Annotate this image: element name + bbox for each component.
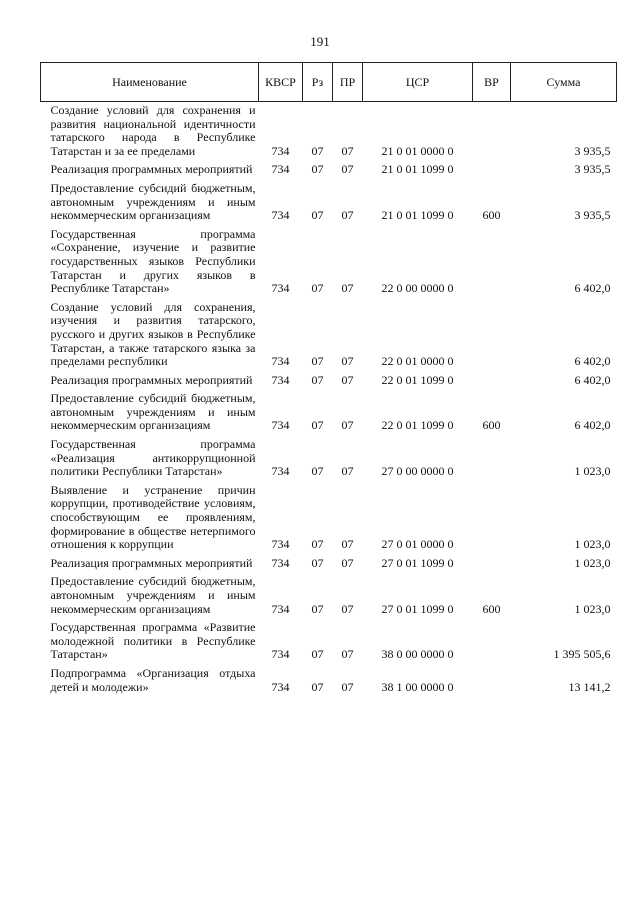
row-sum: 13 141,2 <box>568 679 611 694</box>
row-kvsr: 734 <box>271 354 290 369</box>
row-rz: 07 <box>311 555 324 570</box>
row-kvsr: 734 <box>271 281 290 296</box>
row-kvsr: 734 <box>271 418 290 433</box>
row-vr <box>473 619 511 665</box>
row-csr: 27 0 01 0000 0 <box>381 537 454 552</box>
row-rz: 07 <box>311 537 324 552</box>
row-csr: 22 0 01 0000 0 <box>381 354 454 369</box>
column-header-name: Наименование <box>41 63 259 102</box>
row-kvsr: 734 <box>271 372 290 387</box>
row-csr: 22 0 01 1099 0 <box>381 372 454 387</box>
row-pr: 07 <box>341 281 354 296</box>
row-sum: 3 935,5 <box>574 143 611 158</box>
table-row <box>41 555 617 574</box>
row-vr: 600 <box>482 418 501 433</box>
column-header-kvsr: КВСР <box>259 63 303 102</box>
row-sum: 1 395 505,6 <box>553 647 611 662</box>
page-number: 191 <box>310 34 330 49</box>
row-sum: 3 935,5 <box>574 208 611 223</box>
row-vr <box>473 102 511 162</box>
row-name: Реализация программных мероприятий <box>50 372 253 387</box>
row-rz: 07 <box>311 464 324 479</box>
row-name: Предоставление субсидий бюджетным, автономным учреждениям и иным некоммерческим организациям <box>50 574 256 616</box>
row-kvsr: 734 <box>271 464 290 479</box>
row-vr <box>473 372 511 391</box>
row-kvsr: 734 <box>271 601 290 616</box>
row-name: Предоставление субсидий бюджетным, автономным учреждениям и иным некоммерческим организациям <box>50 180 256 223</box>
row-vr <box>473 226 511 299</box>
row-sum: 6 402,0 <box>574 418 611 433</box>
row-pr: 07 <box>341 464 354 479</box>
table-row <box>41 180 617 226</box>
row-name: Подпрограмма «Организация отдыха детей и молодежи» <box>50 665 256 694</box>
row-kvsr: 734 <box>271 143 290 158</box>
row-kvsr: 734 <box>271 537 290 552</box>
row-rz: 07 <box>311 647 324 662</box>
row-vr <box>473 161 511 180</box>
table-row <box>41 436 617 482</box>
row-name: Государственная программа «Реализация антикоррупционной политики Республики Татарстан» <box>50 437 256 479</box>
row-sum: 1 023,0 <box>574 537 611 552</box>
row-vr <box>473 555 511 574</box>
row-pr: 07 <box>341 418 354 433</box>
row-sum: 1 023,0 <box>574 555 611 570</box>
table-row <box>41 102 617 162</box>
row-pr: 07 <box>341 647 354 662</box>
column-header-csr: ЦСР <box>363 63 473 102</box>
row-name: Предоставление субсидий бюджетным, автономным учреждениям и иным некоммерческим организациям <box>50 391 256 433</box>
row-pr: 07 <box>341 208 354 223</box>
table-row <box>41 665 617 697</box>
row-pr: 07 <box>341 162 354 177</box>
table-row <box>41 161 617 180</box>
row-csr: 21 0 01 0000 0 <box>381 143 454 158</box>
row-rz: 07 <box>311 372 324 387</box>
row-kvsr: 734 <box>271 679 290 694</box>
row-csr: 38 1 00 0000 0 <box>381 679 454 694</box>
table-row <box>41 482 617 555</box>
row-pr: 07 <box>341 372 354 387</box>
table-row <box>41 573 617 619</box>
row-csr: 27 0 00 0000 0 <box>381 464 454 479</box>
row-rz: 07 <box>311 208 324 223</box>
row-name: Реализация программных мероприятий <box>50 555 253 570</box>
row-vr <box>473 665 511 697</box>
row-name: Реализация программных мероприятий <box>50 162 253 177</box>
column-header-sum: Сумма <box>511 63 617 102</box>
row-sum: 6 402,0 <box>574 372 611 387</box>
row-rz: 07 <box>311 601 324 616</box>
row-sum: 3 935,5 <box>574 162 611 177</box>
column-header-rz: Рз <box>303 63 333 102</box>
table-row <box>41 390 617 436</box>
row-kvsr: 734 <box>271 162 290 177</box>
column-header-vr: ВР <box>473 63 511 102</box>
row-csr: 27 0 01 1099 0 <box>381 601 454 616</box>
budget-table <box>40 62 617 697</box>
row-rz: 07 <box>311 143 324 158</box>
table-row <box>41 299 617 372</box>
row-kvsr: 734 <box>271 555 290 570</box>
row-vr <box>473 299 511 372</box>
row-csr: 38 0 00 0000 0 <box>381 647 454 662</box>
row-vr <box>473 436 511 482</box>
column-header-pr: ПР <box>333 63 363 102</box>
row-csr: 21 0 01 1099 0 <box>381 208 454 223</box>
table-header-row <box>41 63 617 102</box>
row-name: Государственная программа «Сохранение, изучение и развитие государственных языков Республики Татарстан и других языков в Республике Татарстан» <box>50 226 256 296</box>
row-sum: 6 402,0 <box>574 281 611 296</box>
row-name: Создание условий для сохранения, изучения и развития татарского, русского и других языков в Республике Татарстан, а также татарского языка за пределами республики <box>50 299 256 369</box>
row-vr <box>473 482 511 555</box>
row-rz: 07 <box>311 162 324 177</box>
table-row <box>41 372 617 391</box>
row-vr: 600 <box>482 601 501 616</box>
row-csr: 22 0 00 0000 0 <box>381 281 454 296</box>
row-rz: 07 <box>311 354 324 369</box>
row-pr: 07 <box>341 555 354 570</box>
row-kvsr: 734 <box>271 208 290 223</box>
row-pr: 07 <box>341 354 354 369</box>
row-csr: 27 0 01 1099 0 <box>381 555 454 570</box>
row-pr: 07 <box>341 679 354 694</box>
row-sum: 6 402,0 <box>574 354 611 369</box>
row-pr: 07 <box>341 601 354 616</box>
row-vr: 600 <box>482 208 501 223</box>
row-rz: 07 <box>311 281 324 296</box>
row-kvsr: 734 <box>271 647 290 662</box>
row-name: Выявление и устранение причин коррупции, противодействие условиям, способствующим ее проявлениям, формирование в обществе нетерпимого отношения к коррупции <box>50 482 256 552</box>
table-row <box>41 619 617 665</box>
row-pr: 07 <box>341 537 354 552</box>
row-rz: 07 <box>311 418 324 433</box>
row-csr: 22 0 01 1099 0 <box>381 418 454 433</box>
row-pr: 07 <box>341 143 354 158</box>
row-csr: 21 0 01 1099 0 <box>381 162 454 177</box>
row-name: Государственная программа «Развитие молодежной политики в Республике Татарстан» <box>50 620 256 662</box>
row-rz: 07 <box>311 679 324 694</box>
table-row <box>41 226 617 299</box>
row-name: Создание условий для сохранения и развития национальной идентичности татарского народа в Республике Татарстан и за ее пределами <box>50 103 256 158</box>
row-sum: 1 023,0 <box>574 601 611 616</box>
row-sum: 1 023,0 <box>574 464 611 479</box>
